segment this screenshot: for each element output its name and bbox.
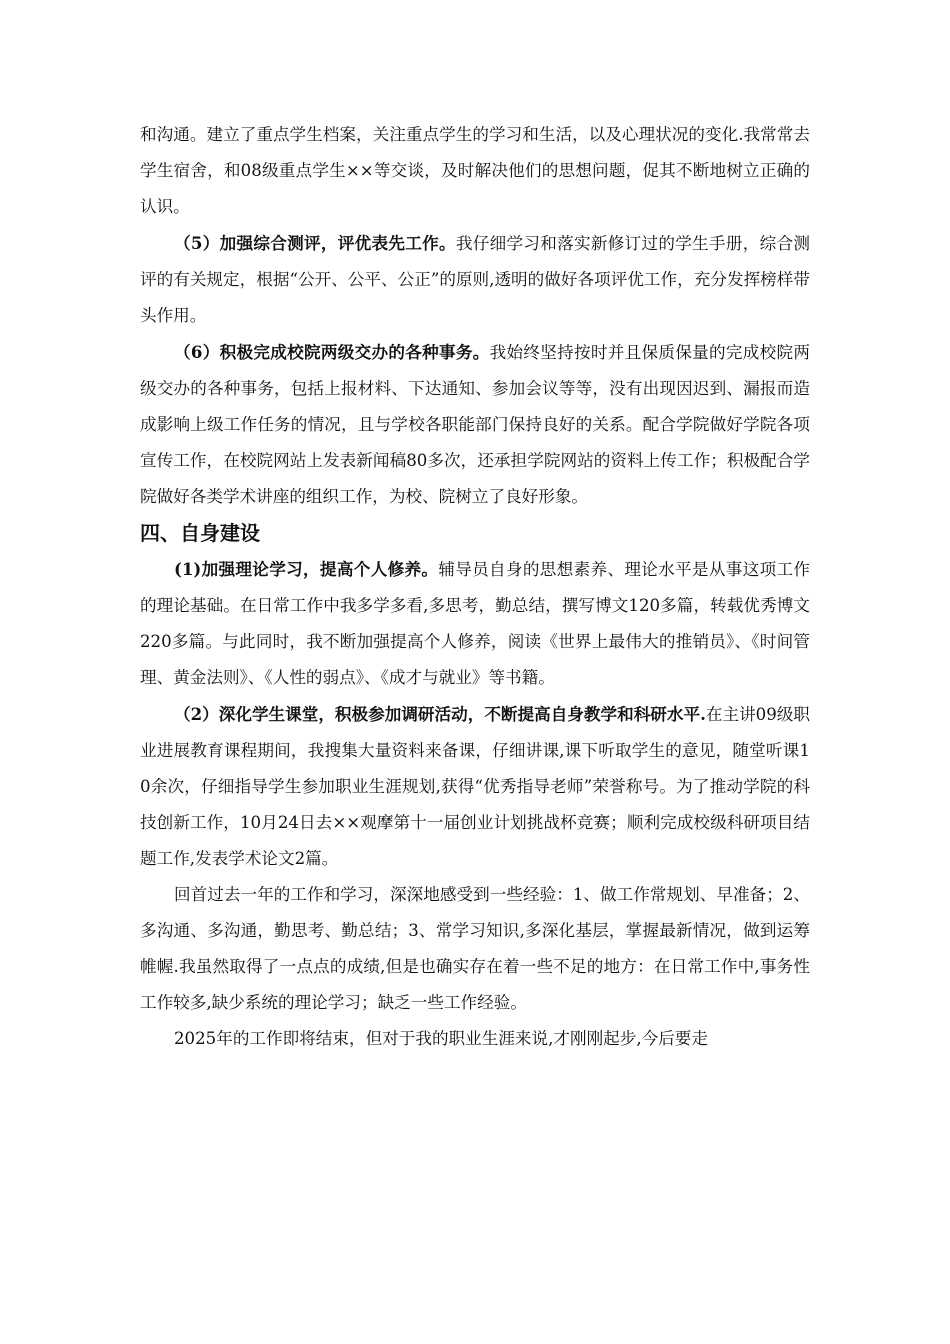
paragraph-theory-study xyxy=(140,551,810,696)
paragraph-evaluation xyxy=(140,225,810,334)
paragraph-lead: （5）加强综合测评，评优表先工作。 xyxy=(174,233,456,253)
paragraph-affairs xyxy=(140,334,810,515)
paragraph-lead: （2）深化学生课堂，积极参加调研活动，不断提高自身教学和科研水平. xyxy=(174,704,706,724)
paragraph-reflection: 回首过去一年的工作和学习，深深地感受到一些经验：1、做工作常规划、早准备；2、多沟通、多沟通，勤思考、勤总结；3、常学习知识,多深化基层，掌握最新情况，做到运筹帷幄.我虽然取得了一点点的成绩,但是也确实存在着一些不足的地方：在日常工作中,事务性工作较多,缺少系统的理论学习；缺乏一些工作经验。 xyxy=(140,885,810,1012)
paragraph-student-care: 和沟通。建立了重点学生档案，关注重点学生的学习和生活，以及心理状况的变化.我常常去学生宿舍，和08级重点学生××等交谈，及时解决他们的思想问题，促其不断地树立正确的认识。 xyxy=(140,125,810,216)
paragraph-body: 我仔细学习和落实新修订过的学生手册，综合测评的有关规定，根据“公开、公平、公正”的原则,透明的做好各项评优工作，充分发挥榜样带头作用。 xyxy=(140,234,811,325)
paragraph-lead: （6）积极完成校院两级交办的各种事务。 xyxy=(174,342,490,362)
paragraph-lead: (1)加强理论学习，提高个人修养。 xyxy=(174,559,439,579)
section-heading: 四、自身建设 xyxy=(140,521,260,545)
paragraph-body: 我始终坚持按时并且保质保量的完成校院两级交办的各种事务，包括上报材料、下达通知、参加会议等等，没有出现因迟到、漏报而造成影响上级工作任务的情况，且与学校各职能部门保持良好的关系。配合学院做好学院各项宣传工作，在校院网站上发表新闻稿80多次，还承担学院网站的资料上传工作；积极配合学院做好各类学术讲座的组织工作，为校、院树立了良好形象。 xyxy=(140,343,811,506)
paragraph-body: 在主讲09级职业进展教育课程期间，我搜集大量资料来备课，仔细讲课,课下听取学生的意见，随堂听课10余次，仔细指导学生参加职业生涯规划,获得“优秀指导老师”荣誉称号。为了推动学院的科技创新工作，10月24日去××观摩第十一届创业计划挑战杯竞赛；顺利完成校级科研项目结题工作,发表学术论文2篇。 xyxy=(140,705,810,868)
paragraph-teaching-research xyxy=(140,696,810,877)
paragraph-outlook: 2025年的工作即将结束，但对于我的职业生涯来说,才刚刚起步,今后要走 xyxy=(174,1029,708,1048)
document-body xyxy=(140,117,810,1057)
paragraph-body: 辅导员自身的思想素养、理论水平是从事这项工作的理论基础。在日常工作中我多学多看,多思考，勤总结，撰写博文120多篇，转载优秀博文220多篇。与此同时，我不断加强提高个人修养，阅读《世界上最伟大的推销员》、《时间管理、黄金法则》、《人性的弱点》、《成才与就业》等书籍。 xyxy=(140,560,811,687)
